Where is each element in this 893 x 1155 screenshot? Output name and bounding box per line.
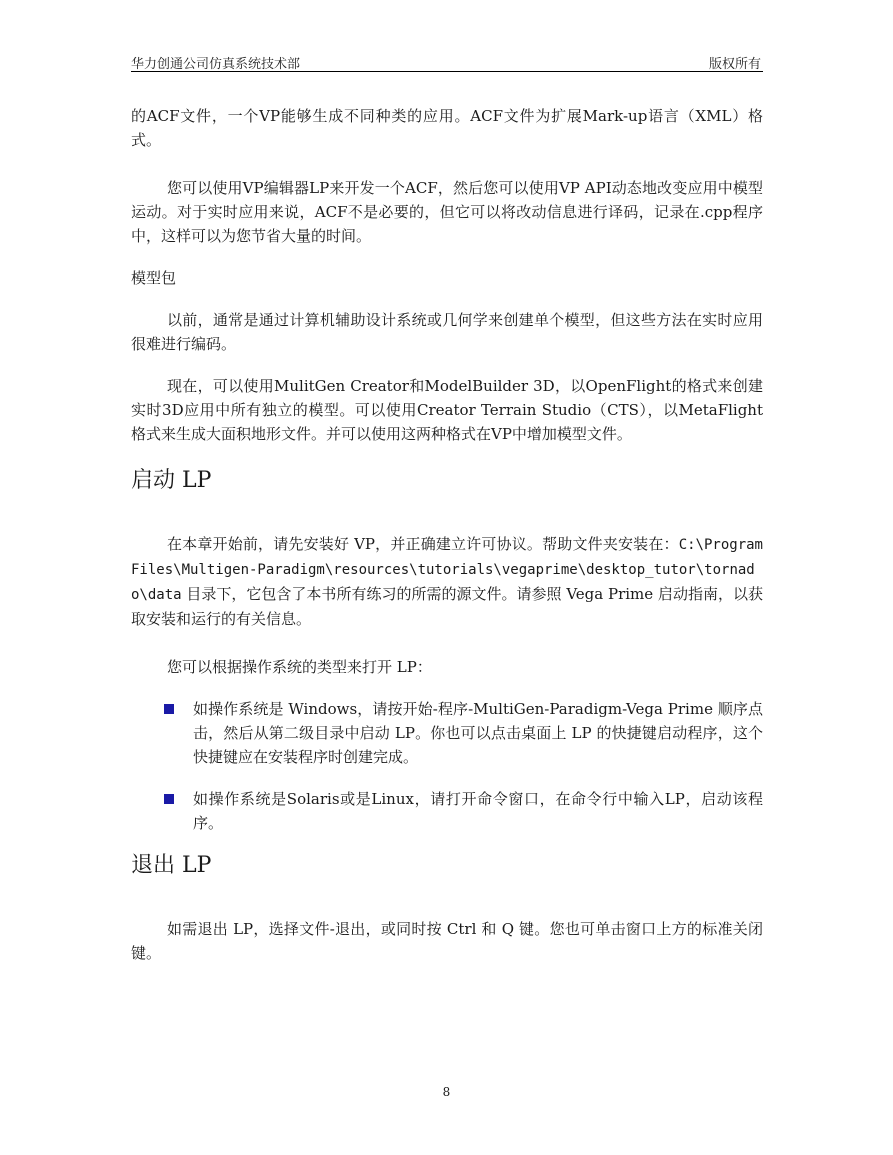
install-path: C:\ProgramFiles\Multigen-Paradigm\resources\tutorials\vegaprime\desktop_tutor\tornado\data — [131, 537, 763, 603]
install-text-b: 目录下，它包含了本书所有练习的所需的源文件。请参照 Vega Prime 启动指南，以获取安装和运行的有关信息。 — [131, 585, 763, 628]
page-body — [131, 104, 763, 965]
list-item-text: 如操作系统是Solaris或是Linux，请打开命令窗口，在命令行中输入LP，启动该程序。 — [193, 790, 763, 832]
header-copyright: 版权所有 — [708, 57, 761, 72]
list-item-solaris-linux — [131, 787, 763, 835]
paragraph-open-lp: 您可以根据操作系统的类型来打开 LP： — [167, 658, 432, 676]
install-text-a: 在本章开始前，请先安装好 VP，并正确建立许可协议。帮助文件夹安装在： — [167, 535, 679, 553]
square-bullet-icon — [164, 794, 174, 804]
paragraph-past-models: 以前，通常是通过计算机辅助设计系统或几何学来创建单个模型，但这些方法在实时应用很难进行编码。 — [131, 311, 763, 353]
list-item-windows — [131, 697, 763, 769]
section-title-exit-lp: 退出 LP — [131, 853, 212, 878]
paragraph-lp-editor: 您可以使用VP编辑器LP来开发一个ACF，然后您可以使用VP API动态地改变应用中模型运动。对于实时应用来说，ACF不是必要的，但它可以将改动信息进行译码，记录在.cpp程序中，这样可以为您节省大量的时间。 — [131, 179, 763, 245]
paragraph-acf-format: 的ACF文件，一个VP能够生成不同种类的应用。ACF文件为扩展Mark-up语言（XML）格式。 — [131, 107, 763, 149]
subheading-model-package: 模型包 — [131, 269, 177, 287]
os-instructions-list — [131, 697, 763, 835]
paragraph-exit: 如需退出 LP，选择文件-退出，或同时按 Ctrl 和 Q 键。您也可单击窗口上方的标准关闭键。 — [131, 920, 763, 962]
page-header — [131, 53, 763, 72]
header-company: 华力创通公司仿真系统技术部 — [131, 57, 301, 72]
page-number: 8 — [442, 1085, 451, 1099]
list-item-text: 如操作系统是 Windows，请按开始-程序-MultiGen-Paradigm-Vega Prime 顺序点击，然后从第二级目录中启动 LP。你也可以点击桌面上 LP 的快捷键启动程序，这个快捷键应在安装程序时创建完成。 — [193, 700, 763, 766]
section-title-start-lp: 启动 LP — [131, 468, 212, 493]
paragraph-install — [131, 532, 763, 631]
paragraph-now-models: 现在，可以使用MulitGen Creator和ModelBuilder 3D，以OpenFlight的格式来创建实时3D应用中所有独立的模型。可以使用Creator Terrain Studio（CTS），以MetaFlight格式来生成大面积地形文件。并可以使用这两种格式在VP中增加模型文件。 — [131, 377, 763, 443]
square-bullet-icon — [164, 704, 174, 714]
